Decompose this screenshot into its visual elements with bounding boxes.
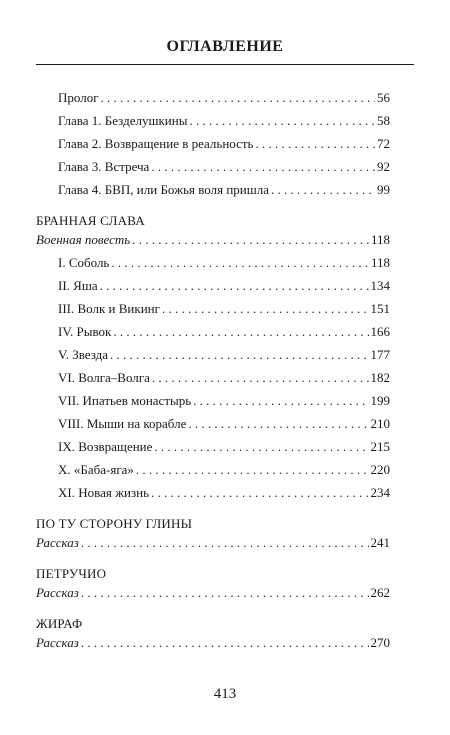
toc-entry (58, 90, 390, 106)
toc-entry-title: VII. Ипатьев монастырь (58, 393, 192, 408)
toc-entry (58, 370, 390, 386)
section-heading: ЖИРАФ (36, 616, 83, 631)
toc-leader (151, 485, 368, 501)
toc-entry (58, 347, 390, 363)
toc-entry (58, 136, 390, 152)
toc-entry-title: X. «Баба-яга» (58, 462, 134, 477)
toc-entry-title: Рассказ (36, 585, 79, 600)
toc-entry (58, 393, 390, 409)
toc-entry (58, 278, 390, 294)
toc-entry-page: 234 (370, 485, 390, 500)
toc-entry-title: IV. Рывок (58, 324, 112, 339)
toc-entry-page: 99 (377, 182, 390, 197)
toc-entry-page: 118 (370, 255, 390, 270)
toc-leader (81, 535, 369, 551)
toc-entry (58, 485, 390, 501)
toc-entry-title: Глава 1. Безделушкины (58, 113, 188, 128)
toc-entry (58, 324, 390, 340)
toc-leader (151, 159, 375, 175)
toc-leader (154, 439, 368, 455)
toc-entry-title: V. Звезда (58, 347, 109, 362)
toc-entry (58, 416, 390, 432)
toc-entry-title: II. Яша (58, 278, 98, 293)
toc-entry-title: Рассказ (36, 535, 79, 550)
toc-entry-title: Рассказ (36, 635, 79, 650)
toc-entry-title: Глава 3. Встреча (58, 159, 150, 174)
toc-entry-title: VIII. Мыши на корабле (58, 416, 187, 431)
toc-entry-page: 151 (370, 301, 390, 316)
toc-entry-page: 215 (370, 439, 390, 454)
toc-entry-title: XI. Новая жизнь (58, 485, 150, 500)
toc-leader (100, 278, 369, 294)
toc-entry (58, 439, 390, 455)
toc-entry (36, 635, 390, 651)
toc-leader (113, 324, 368, 340)
toc-entry-page: 134 (370, 278, 390, 293)
toc-entry (58, 462, 390, 478)
toc-entry-title: III. Волк и Викинг (58, 301, 160, 316)
toc-leader (188, 416, 368, 432)
toc-entry (36, 585, 390, 601)
toc-entry-page: 118 (370, 232, 390, 247)
section-heading: ПЕТРУЧИО (36, 566, 107, 581)
section-heading: ПО ТУ СТОРОНУ ГЛИНЫ (36, 516, 193, 531)
toc-entry-page: 182 (370, 370, 390, 385)
toc-entry-page: 199 (370, 393, 390, 408)
toc-leader (189, 113, 375, 129)
toc-leader (271, 182, 375, 198)
toc-entry (58, 182, 390, 198)
toc-entry-page: 58 (377, 113, 390, 128)
page-number: 413 (213, 686, 237, 702)
toc-entry-page: 92 (377, 159, 390, 174)
toc-leader (111, 255, 369, 271)
toc-leader (256, 136, 376, 152)
toc-entry-title: Глава 2. Возвращение в реальность (58, 136, 254, 151)
toc-entry-title: Глава 4. БВП, или Божья воля пришла (58, 182, 270, 197)
toc-entry-page: 270 (370, 635, 390, 650)
toc-leader (81, 635, 369, 651)
toc-entry (36, 535, 390, 551)
toc-entry (58, 159, 390, 175)
toc-entry-page: 166 (370, 324, 390, 339)
toc-entry-page: 220 (370, 462, 390, 477)
toc-entry-page: 241 (370, 535, 390, 550)
toc-entry-title: VI. Волга–Волга (58, 370, 150, 385)
toc-entry-page: 210 (370, 416, 390, 431)
toc-leader (101, 90, 375, 106)
toc-leader (152, 370, 369, 386)
toc-leader (81, 585, 369, 601)
toc-entry-title: I. Соболь (58, 255, 110, 270)
page-title: ОГЛАВЛЕНИЕ (166, 38, 284, 55)
toc-entry-page: 262 (370, 585, 390, 600)
toc-leader (162, 301, 369, 317)
toc-entry-page: 177 (370, 347, 390, 362)
section-heading: БРАННАЯ СЛАВА (36, 213, 145, 228)
toc-leader (193, 393, 368, 409)
toc-leader (110, 347, 368, 363)
toc-entry-title: Военная повесть (36, 232, 131, 247)
toc-entry-page: 56 (377, 90, 390, 105)
toc-entry-page: 72 (377, 136, 390, 151)
toc-entry-title: Пролог (58, 90, 99, 105)
toc-leader (132, 232, 369, 248)
toc-leader (136, 462, 369, 478)
toc-entry (58, 301, 390, 317)
toc-entry-title: IX. Возвращение (58, 439, 153, 454)
toc-entry (58, 113, 390, 129)
toc-entry (36, 232, 390, 248)
toc-entry (58, 255, 390, 271)
